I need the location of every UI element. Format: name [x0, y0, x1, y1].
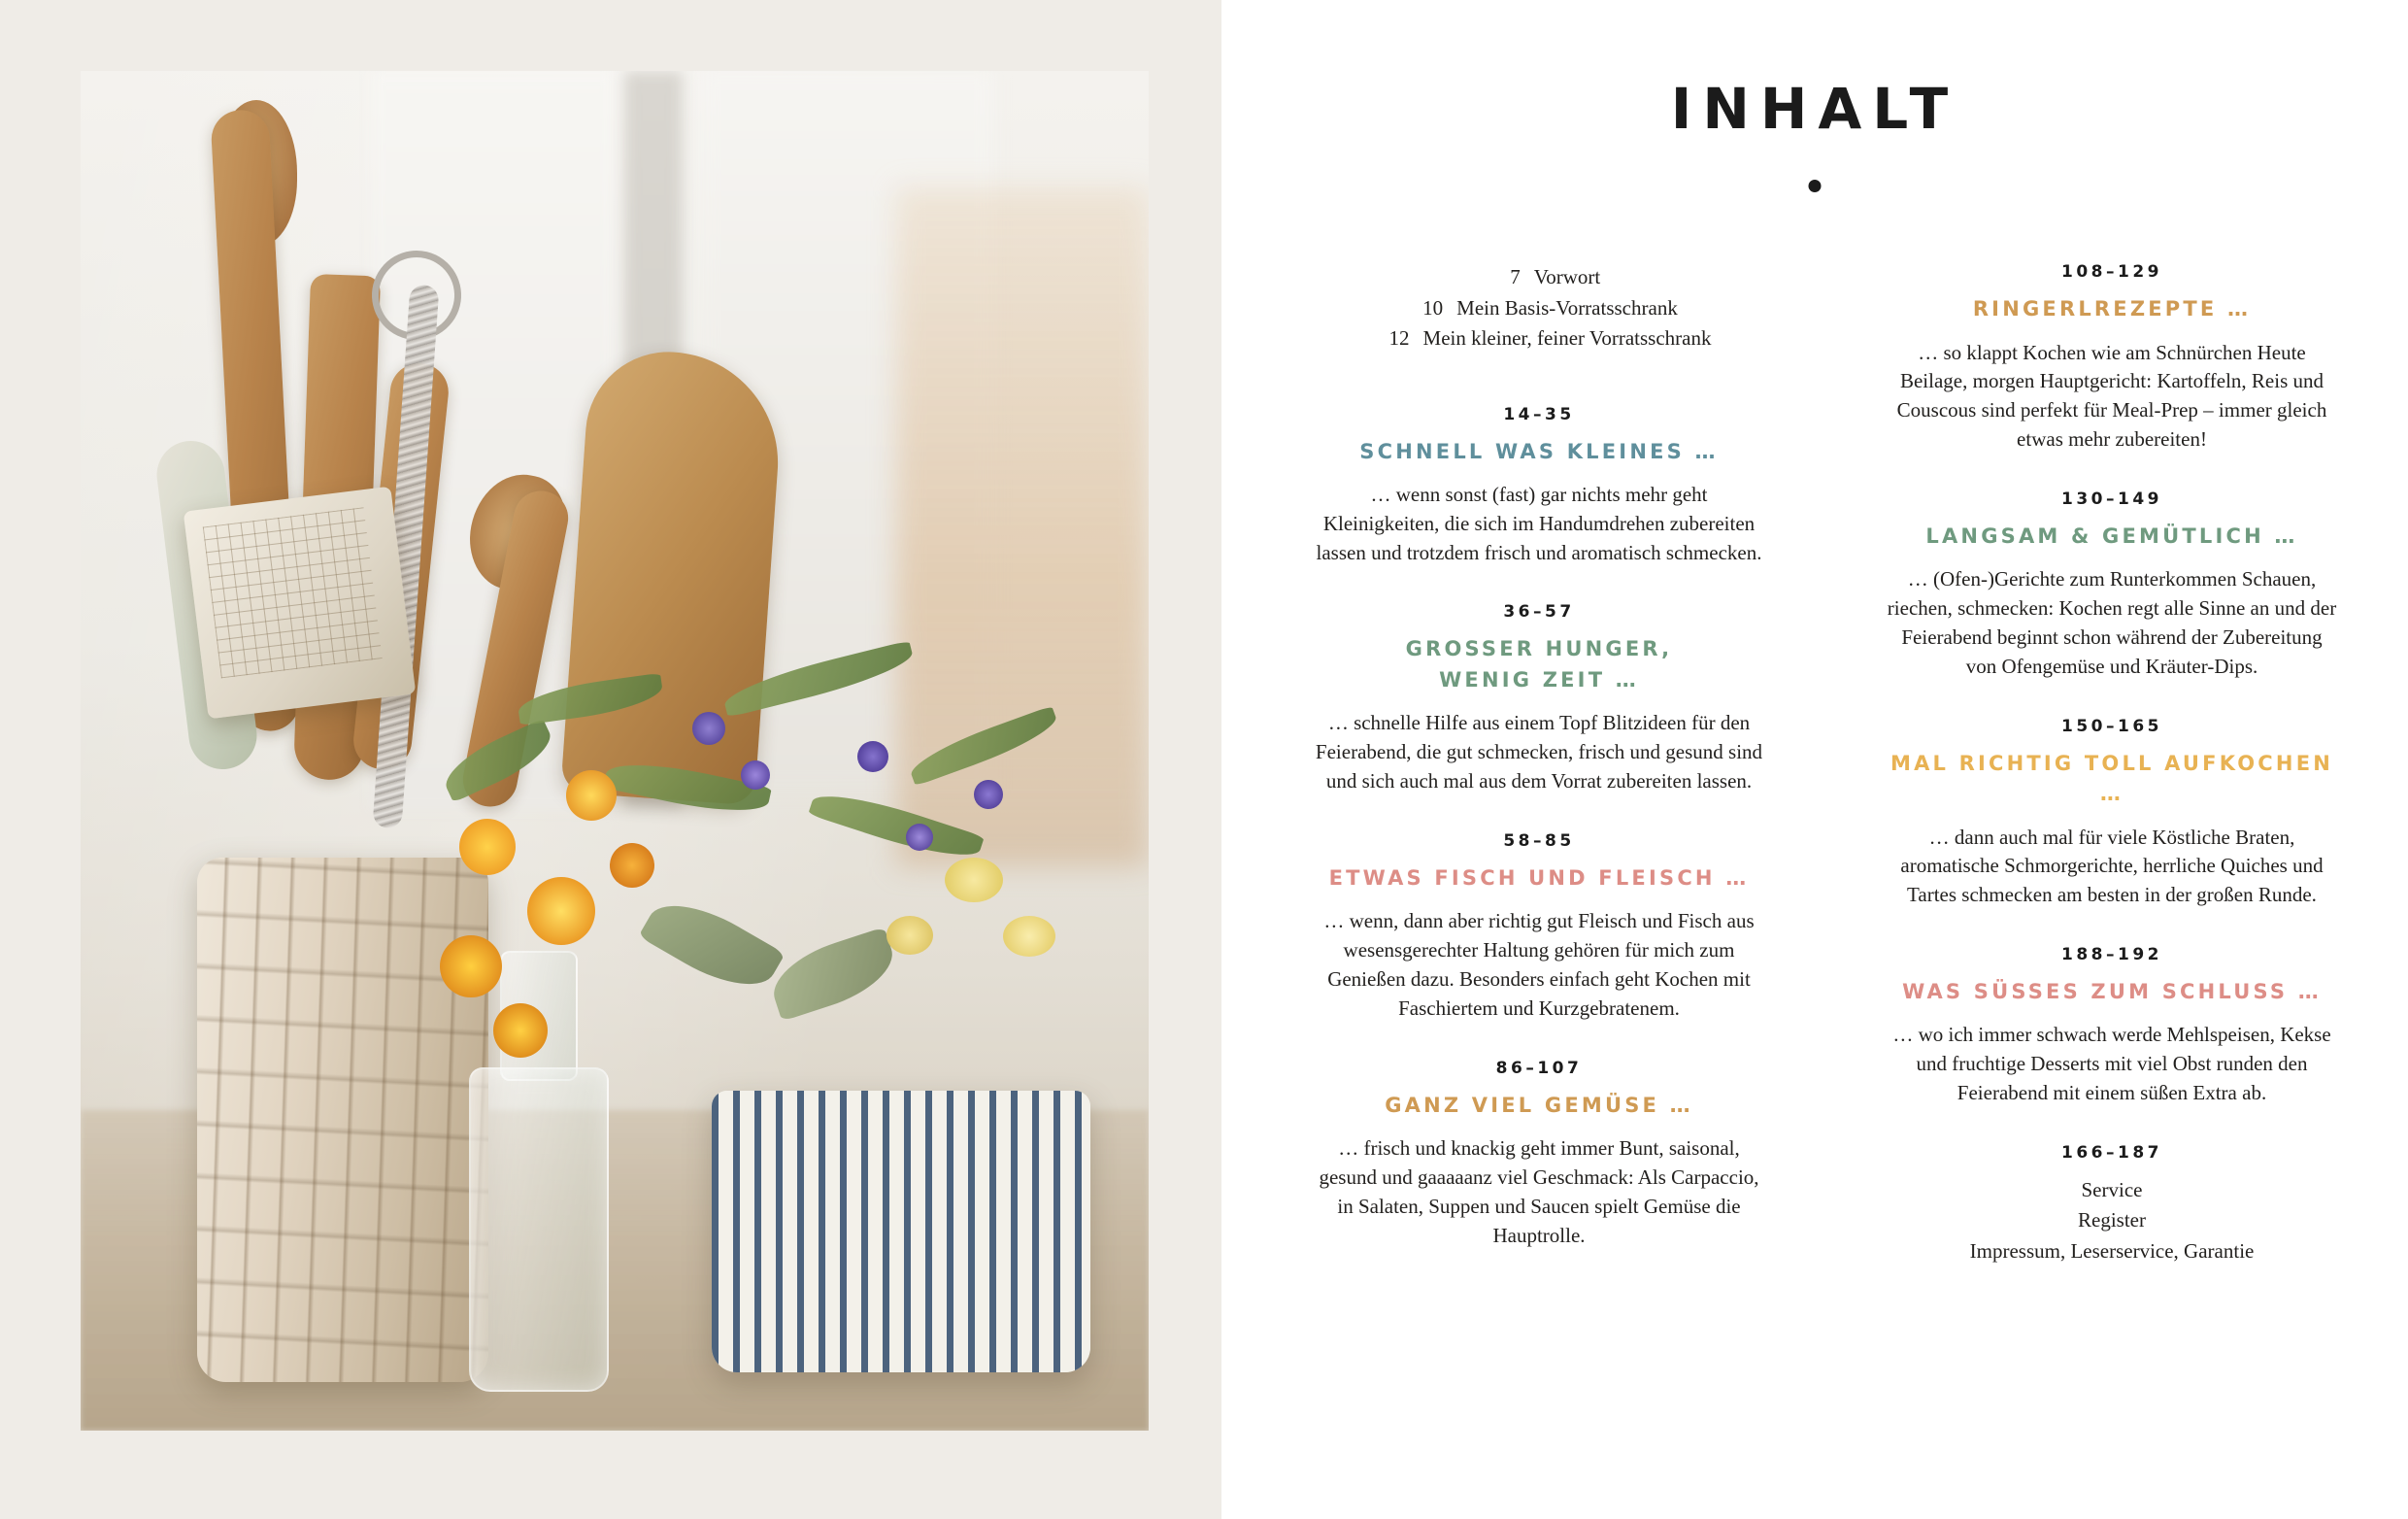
- cream-flower: [945, 858, 1003, 902]
- entry-pages: 108–129: [2061, 262, 2162, 282]
- entry-pages: 130–149: [2061, 489, 2162, 509]
- front-matter-label: Mein Basis-Vorratsschrank: [1456, 295, 1678, 320]
- wildflower-bouquet: [401, 624, 1139, 1168]
- toc-entry[interactable]: [1311, 602, 1767, 795]
- toc-entry[interactable]: [1884, 717, 2340, 910]
- toc-entry[interactable]: [1884, 945, 2340, 1108]
- purple-flower: [692, 712, 725, 745]
- leaf: [720, 640, 917, 717]
- meat-tenderizer: [184, 487, 417, 720]
- toc-entry[interactable]: [1311, 405, 1767, 568]
- purple-flower: [741, 760, 770, 790]
- entry-description: … frisch und knackig geht immer Bunt, saisonal, gesund und gaaaaanz viel Geschmack: Als Carpaccio, in Salaten, Suppen und Saucen spielt Gemüse die Hauptrolle.: [1319, 1136, 1759, 1247]
- list-item[interactable]: [1311, 262, 1767, 293]
- leaf: [437, 719, 559, 803]
- entry-description: … schnelle Hilfe aus einem Topf Blitzideen für den Feierabend, die gut schmecken, frisch und gesund sind und sich auch mal aus dem Vorrat zubereiten lassen.: [1315, 711, 1763, 793]
- cream-flower: [886, 916, 933, 955]
- entry-heading: ETWAS FISCH UND FLEISCH …: [1328, 865, 1750, 890]
- front-matter-page: 7: [1510, 265, 1521, 288]
- yellow-flower: [459, 819, 516, 875]
- sage-leaf: [764, 927, 902, 1021]
- entry-heading: GANZ VIEL GEMÜSE …: [1385, 1093, 1693, 1117]
- toc-entry[interactable]: [1311, 831, 1767, 1024]
- entry-heading: GROSSER HUNGER, WENIG ZEIT …: [1405, 637, 1673, 692]
- purple-flower: [857, 741, 888, 772]
- leaf: [906, 706, 1062, 787]
- service-entry[interactable]: [1884, 1143, 2340, 1267]
- toc-column-left: [1311, 262, 1767, 1301]
- toc-entry[interactable]: [1884, 262, 2340, 455]
- yellow-flower: [527, 877, 595, 945]
- yellow-flower: [440, 935, 502, 997]
- front-matter-list: [1311, 262, 1767, 354]
- list-item[interactable]: [1311, 293, 1767, 324]
- kitchen-still-life-photo: [81, 71, 1149, 1431]
- toc-column-right: [1884, 262, 2340, 1301]
- entry-description: … so klappt Kochen wie am Schnürchen Heute Beilage, morgen Hauptgericht: Kartoffeln, Reis und Couscous sind perfekt für Meal-Prep – immer gleich etwas mehr zubereiten!: [1896, 340, 2327, 451]
- orange-flower: [610, 843, 654, 888]
- front-matter-page: 10: [1422, 295, 1444, 320]
- service-item[interactable]: Service: [2081, 1177, 2143, 1201]
- entry-description: … wo ich immer schwach werde Mehlspeisen, Kekse und fruchtige Desserts mit viel Obst runden den Feierabend mit einem süßen Extra ab.: [1892, 1023, 2331, 1105]
- entry-pages: 14–35: [1503, 404, 1575, 424]
- purple-flower: [906, 824, 933, 851]
- leaf: [516, 673, 664, 726]
- yellow-flower: [493, 1003, 548, 1058]
- title-dot-ornament: [1809, 180, 1822, 192]
- entry-description: … wenn, dann aber richtig gut Fleisch und Fisch aus wesensgerechter Haltung gehören für mich zum Genießen dazu. Besonders einfach geht Kochen mit Faschiertem und Kurzgebratenem.: [1323, 909, 1755, 1020]
- right-page: [1221, 0, 2408, 1519]
- entry-heading: SCHNELL WAS KLEINES …: [1359, 439, 1719, 463]
- purple-flower: [974, 780, 1003, 809]
- entry-pages: 36–57: [1503, 602, 1575, 623]
- entry-pages: 58–85: [1503, 830, 1575, 851]
- cream-flower: [1003, 916, 1055, 957]
- entry-description: … wenn sonst (fast) gar nichts mehr geht Kleinigkeiten, die sich im Handumdrehen zubereiten lassen und trotzdem frisch und aromatisch schmecken.: [1316, 483, 1762, 564]
- entry-pages: 150–165: [2061, 716, 2162, 736]
- toc-columns: [1311, 262, 2340, 1301]
- toc-entry[interactable]: [1884, 489, 2340, 682]
- list-item[interactable]: [1311, 323, 1767, 354]
- entry-heading: MAL RICHTIG TOLL AUFKOCHEN …: [1890, 751, 2334, 805]
- page-title: INHALT: [1670, 76, 1959, 142]
- entry-pages: 188–192: [2061, 944, 2162, 964]
- sage-leaf: [638, 886, 785, 1004]
- entry-heading: LANGSAM & GEMÜTLICH …: [1925, 523, 2298, 548]
- toc-entry[interactable]: [1311, 1059, 1767, 1251]
- entry-heading: WAS SÜSSES ZUM SCHLUSS …: [1902, 979, 2322, 1003]
- front-matter-page: 12: [1388, 326, 1410, 350]
- entry-heading: RINGERLREZEPTE …: [1972, 297, 2252, 321]
- service-item[interactable]: Impressum, Leserservice, Garantie: [1969, 1238, 2255, 1263]
- entry-pages: 166–187: [2061, 1142, 2162, 1163]
- front-matter-label: Mein kleiner, feiner Vorratsschrank: [1422, 326, 1712, 350]
- entry-pages: 86–107: [1495, 1058, 1583, 1078]
- service-list: [1884, 1175, 2340, 1267]
- front-matter-label: Vorwort: [1533, 265, 1601, 288]
- leaf: [808, 783, 985, 868]
- yellow-flower: [566, 770, 617, 821]
- service-item[interactable]: Register: [2078, 1208, 2146, 1232]
- entry-description: … (Ofen-)Gerichte zum Runterkommen Schauen, riechen, schmecken: Kochen regt alle Sinne an und der Feierabend beginnt schon während der Zubereitung von Ofengemüse und Kräuter-Dips.: [1887, 567, 2337, 678]
- entry-description: … dann auch mal für viele Köstliche Braten, aromatische Schmorgerichte, herrliche Quiches und Tartes schmecken am besten in der großen Runde.: [1900, 825, 2324, 907]
- tenderizer-grid-texture: [203, 507, 383, 678]
